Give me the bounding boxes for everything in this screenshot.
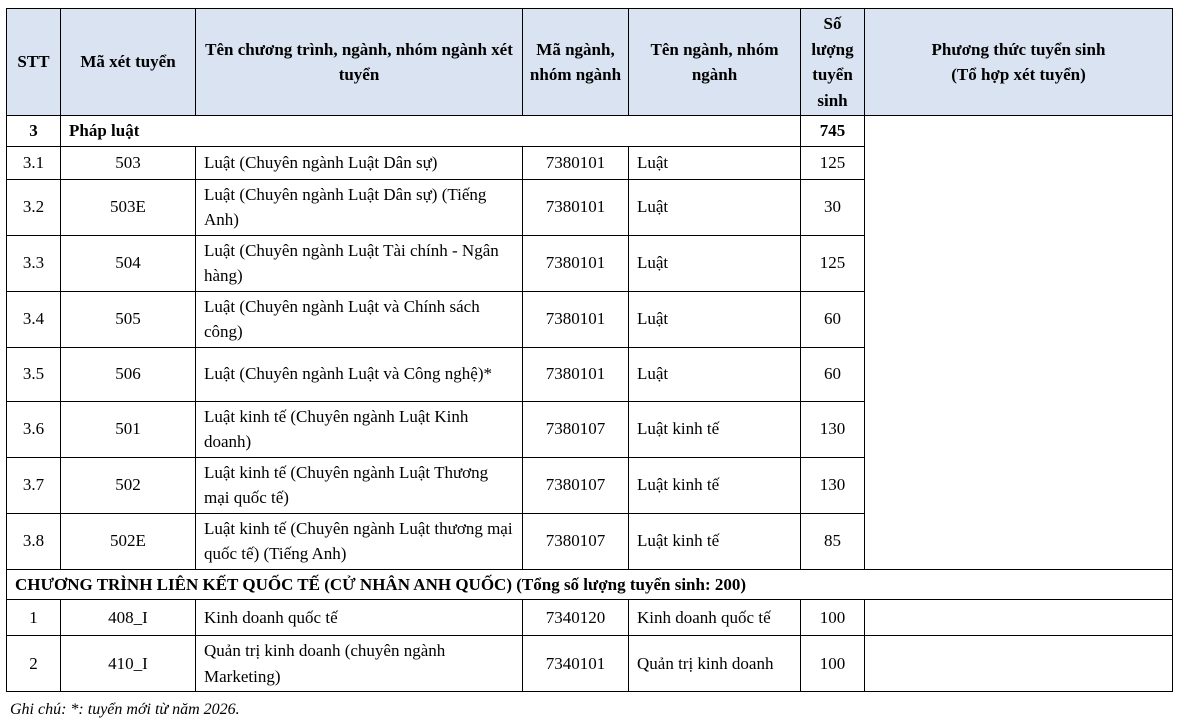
col-header-quota: Số lượng tuyển sinh [801,9,865,116]
col-header-program-name: Tên chương trình, ngành, nhóm ngành xét tuyển [196,9,523,116]
major-code-cell: 7380101 [523,347,629,401]
section-title: CHƯƠNG TRÌNH LIÊN KẾT QUỐC TẾ (CỬ NHÂN ANH QUỐC) (Tổng số lượng tuyển sinh: 200) [7,569,1173,600]
major-name-cell: Luật kinh tế [629,513,801,569]
program-name-cell: Kinh doanh quốc tế [196,600,523,636]
major-name-cell: Luật kinh tế [629,457,801,513]
table-row [7,636,1173,692]
major-name-cell: Luật [629,347,801,401]
quota-cell: 100 [801,636,865,692]
section-header-row [7,569,1173,600]
admission-code-cell: 506 [61,347,196,401]
program-name-cell: Luật kinh tế (Chuyên ngành Luật Thương mại quốc tế) [196,457,523,513]
program-name-cell: Luật kinh tế (Chuyên ngành Luật Kinh doanh) [196,401,523,457]
admission-code-cell: 502 [61,457,196,513]
admission-code-cell: 501 [61,401,196,457]
col-header-method-line2: (Tổ hợp xét tuyển) [951,65,1086,84]
major-name-cell: Luật [629,146,801,179]
stt-cell: 3.7 [7,457,61,513]
admission-code-cell: 504 [61,235,196,291]
method-cell [865,600,1173,636]
major-code-cell: 7380101 [523,235,629,291]
quota-cell: 125 [801,235,865,291]
major-name-cell: Luật [629,235,801,291]
admissions-table [6,8,1173,692]
major-name-cell: Luật [629,179,801,235]
stt-cell: 1 [7,600,61,636]
major-code-cell: 7380107 [523,457,629,513]
stt-cell: 3.3 [7,235,61,291]
quota-cell: 60 [801,291,865,347]
table-row [7,600,1173,636]
method-cell [865,636,1173,692]
major-code-cell: 7380101 [523,179,629,235]
admission-code-cell: 503E [61,179,196,235]
quota-cell: 100 [801,600,865,636]
method-merged-cell [865,116,1173,570]
group-stt-cell: 3 [7,116,61,147]
major-code-cell: 7380107 [523,401,629,457]
quota-cell: 60 [801,347,865,401]
major-name-cell: Luật [629,291,801,347]
col-header-major-name: Tên ngành, nhóm ngành [629,9,801,116]
stt-cell: 3.5 [7,347,61,401]
quota-cell: 130 [801,457,865,513]
quota-cell: 85 [801,513,865,569]
major-code-cell: 7340101 [523,636,629,692]
program-name-cell: Luật (Chuyên ngành Luật Dân sự) [196,146,523,179]
major-code-cell: 7380101 [523,291,629,347]
footnote: Ghi chú: *: tuyển mới từ năm 2026. [10,701,240,718]
col-header-method [865,9,1173,116]
program-name-cell: Luật (Chuyên ngành Luật Tài chính - Ngân hàng) [196,235,523,291]
program-name-cell: Quản trị kinh doanh (chuyên ngành Marketing) [196,636,523,692]
quota-cell: 130 [801,401,865,457]
stt-cell: 3.2 [7,179,61,235]
stt-cell: 2 [7,636,61,692]
stt-cell: 3.8 [7,513,61,569]
table-header-row [7,9,1173,116]
col-header-major-code: Mã ngành, nhóm ngành [523,9,629,116]
major-name-cell: Luật kinh tế [629,401,801,457]
program-name-cell: Luật (Chuyên ngành Luật và Công nghệ)* [196,347,523,401]
col-header-method-line1: Phương thức tuyển sinh [931,39,1106,59]
admission-code-cell: 410_I [61,636,196,692]
group-row-phap-luat [7,116,1173,147]
program-name-cell: Luật (Chuyên ngành Luật Dân sự) (Tiếng Anh) [196,179,523,235]
quota-cell: 30 [801,179,865,235]
group-quota-cell: 745 [801,116,865,147]
admission-code-cell: 503 [61,146,196,179]
quota-cell: 125 [801,146,865,179]
stt-cell: 3.6 [7,401,61,457]
admission-code-cell: 505 [61,291,196,347]
major-code-cell: 7380107 [523,513,629,569]
admission-code-cell: 502E [61,513,196,569]
col-header-stt: STT [7,9,61,116]
major-name-cell: Kinh doanh quốc tế [629,600,801,636]
program-name-cell: Luật (Chuyên ngành Luật và Chính sách công) [196,291,523,347]
major-code-cell: 7340120 [523,600,629,636]
stt-cell: 3.4 [7,291,61,347]
major-name-cell: Quản trị kinh doanh [629,636,801,692]
major-code-cell: 7380101 [523,146,629,179]
admission-code-cell: 408_I [61,600,196,636]
col-header-admission-code: Mã xét tuyển [61,9,196,116]
program-name-cell: Luật kinh tế (Chuyên ngành Luật thương mại quốc tế) (Tiếng Anh) [196,513,523,569]
stt-cell: 3.1 [7,146,61,179]
group-name-cell: Pháp luật [61,116,801,147]
